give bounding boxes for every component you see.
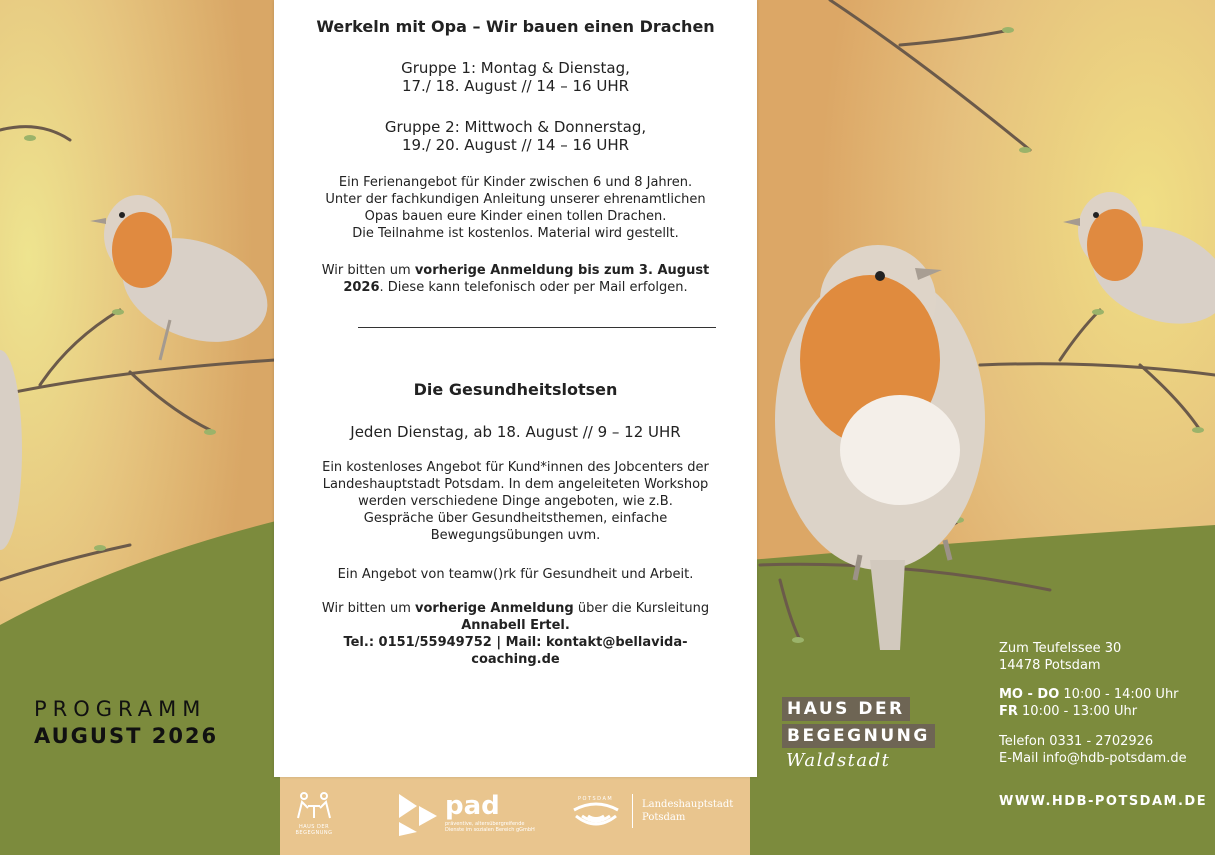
event2-registration — [274, 600, 757, 668]
website-link[interactable]: WWW.HDB-POTSDAM.DE — [999, 794, 1208, 809]
city: 14478 Potsdam — [999, 658, 1101, 673]
event1-group1-days: Gruppe 1: Montag & Dienstag, — [401, 59, 630, 77]
event1-group1 — [274, 59, 757, 95]
event1-group2-time: 19./ 20. August // 14 – 16 UHR — [401, 136, 630, 154]
hours-time: 10:00 - 14:00 Uhr — [1059, 687, 1179, 702]
hours-time: 10:00 - 13:00 Uhr — [1017, 704, 1138, 719]
event2-desc-line: Landeshauptstadt Potsdam. In dem angeleiteten Workshop — [322, 477, 709, 492]
phone: Telefon 0331 - 2702926 — [999, 734, 1154, 749]
program-panel — [274, 0, 757, 777]
event1-group2 — [274, 118, 757, 154]
event2-desc-line: werden verschiedene Dinge angeboten, wie z.B. — [358, 494, 673, 509]
reg-deadline: vorherige Anmeldung bis zum 3. August — [414, 263, 710, 278]
potsdam-name-line: Potsdam — [642, 812, 686, 823]
potsdam-name-line: Landeshauptstadt — [642, 799, 734, 810]
brand-line3: Waldstadt — [786, 750, 891, 771]
event1-desc-line: Ein Ferienangebot für Kinder zwischen 6 und 8 Jahren. — [338, 175, 693, 190]
event2-desc-line: Bewegungsübungen uvm. — [430, 528, 601, 543]
potsdam-arc-text: POTSDAM — [578, 796, 614, 802]
event2-desc-line: Gespräche über Gesundheitsthemen, einfache — [363, 511, 668, 526]
hdb-logo — [284, 790, 344, 836]
potsdam-logo — [570, 796, 734, 834]
event2-title: Die Gesundheitslotsen — [413, 380, 618, 399]
event1-registration — [274, 262, 757, 296]
event2-desc-line: Ein kostenloses Angebot für Kund*innen des Jobcenters der — [322, 460, 709, 475]
address — [999, 640, 1121, 674]
reg-text: über die Kursleitung — [573, 601, 710, 616]
reg-text: Wir bitten um — [321, 601, 416, 616]
program-heading — [34, 697, 218, 748]
brand-line2: BEGEGNUNG — [782, 724, 935, 748]
pad-subtitle-line: präventive, altersübergreifende — [445, 821, 525, 827]
reg-year: 2026 — [343, 280, 380, 295]
brand-logo — [782, 697, 935, 771]
pad-subtitle — [445, 821, 565, 833]
program-label: PROGRAMM — [34, 697, 207, 721]
pad-name: pad — [445, 791, 500, 821]
reg-emphasis: vorherige Anmeldung — [415, 601, 574, 616]
event1-desc-line: Unter der fachkundigen Anleitung unserer ehrenamtlichen — [325, 192, 706, 207]
event2-description — [274, 459, 757, 544]
potsdam-name — [642, 798, 733, 824]
course-leader: Annabell Ertel. — [461, 618, 570, 633]
brand-line1: HAUS DER — [782, 697, 910, 721]
event1-desc-line: Die Teilnahme ist kostenlos. Material wird gestellt. — [352, 226, 679, 241]
contact-details — [999, 733, 1187, 767]
event1-desc-line: Opas bauen eure Kinder einen tollen Drachen. — [364, 209, 667, 224]
contact-line: coaching.de — [471, 652, 560, 667]
logo-divider — [632, 794, 633, 828]
hours-days: MO - DO — [999, 687, 1060, 702]
section-divider — [358, 327, 716, 328]
event1-description — [274, 174, 757, 242]
opening-hours — [999, 686, 1179, 720]
hours-days: FR — [999, 704, 1018, 719]
event1-group1-time: 17./ 18. August // 14 – 16 UHR — [401, 77, 630, 95]
potsdam-seal-icon — [570, 800, 622, 830]
event2-partner: Ein Angebot von teamw()rk für Gesundheit und Arbeit. — [337, 567, 694, 582]
reg-text: . Diese kann telefonisch oder per Mail erfolgen. — [379, 280, 688, 295]
hdb-logo-caption: HAUS DER BEGEGNUNG — [295, 824, 333, 836]
program-month: AUGUST 2026 — [34, 724, 219, 748]
event1-group2-days: Gruppe 2: Mittwoch & Donnerstag, — [384, 118, 647, 136]
event2-schedule: Jeden Dienstag, ab 18. August // 9 – 12 UHR — [350, 423, 681, 441]
event1-title: Werkeln mit Opa – Wir bauen einen Drachen — [316, 17, 715, 36]
contact-line: Tel.: 0151/55949752 | Mail: kontakt@bellavida- — [343, 635, 688, 650]
pad-subtitle-line: Dienste im sozialen Bereich gGmbH — [445, 827, 535, 833]
email: E-Mail info@hdb-potsdam.de — [999, 751, 1187, 766]
pad-arrow-icon — [397, 792, 441, 836]
reg-text: Wir bitten um — [321, 263, 415, 278]
street: Zum Teufelssee 30 — [999, 641, 1122, 656]
people-table-icon — [294, 790, 334, 820]
